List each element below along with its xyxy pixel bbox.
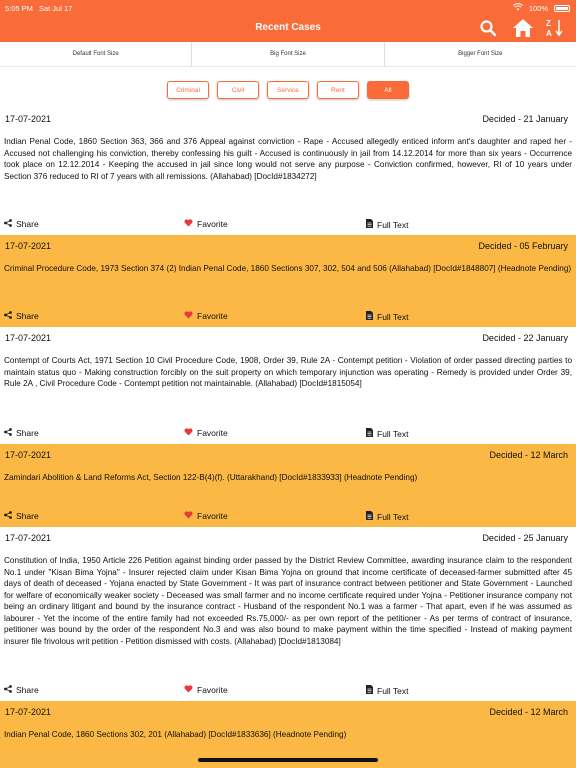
battery-percent: 100% [528,3,548,13]
svg-text:A: A [546,29,552,38]
case-actions [0,215,576,235]
case-date: 17-07-2021 [5,114,52,124]
document-icon [366,219,373,230]
filter-service[interactable]: Service [267,81,309,99]
full-text-button[interactable] [366,311,409,322]
case-status: Decided - 12 March [489,707,568,717]
case-status: Decided - 25 January [482,533,568,543]
favorite-label: Favorite [197,311,228,321]
share-icon [4,428,12,438]
full-text-label: Full Text [377,311,409,322]
share-icon [4,219,12,229]
case-date: 17-07-2021 [5,333,52,343]
favorite-button[interactable] [184,685,228,695]
home-icon[interactable] [512,18,534,38]
share-label: Share [16,511,39,521]
full-text-button[interactable] [366,511,409,522]
favorite-label: Favorite [197,511,228,521]
status-bar-right [513,2,570,14]
case-date: 17-07-2021 [5,707,52,717]
case-status: Decided - 05 February [478,241,568,251]
heart-icon [184,685,193,695]
case-headnote: Criminal Procedure Code, 1973 Section 374 (2) Indian Penal Code, 1860 Sections 307, 302, 504 and 506 (Allahabad) [DocId#1848807] (Headnote Pending) [4,264,572,273]
case-headnote: Indian Penal Code, 1860 Section 363, 366 and 376 Appeal against conviction - Rape - Accused allegedly enticed inform ant's daughter and raped her - Accused not challenging his conviction, thereby confessing his guilt - Accused is continuously in jail from 14.12.2014 for more than six years - Occurrence took place on 12.12.2014 - Keeping the accused in jail since long would not serve any purpose - Conviction confirmed, however, RI of 10 years under Section 376 reduced to RI of 7 years with all remissions. (Allahabad) [DocId#1834272] [4,137,572,181]
case-status: Decided - 12 March [489,450,568,460]
share-button[interactable] [4,311,39,321]
filter-civil[interactable]: Civil [217,81,259,99]
page-title: Recent Cases [255,22,321,33]
wifi-icon [513,3,523,13]
filter-criminal[interactable]: Criminal [167,81,209,99]
case-actions [0,507,576,527]
favorite-button[interactable] [184,219,228,229]
favorite-label: Favorite [197,685,228,695]
case-date: 17-07-2021 [5,533,52,543]
font-option-big[interactable]: Big Font Size [192,42,384,66]
battery-icon [554,5,570,12]
full-text-label: Full Text [377,511,409,522]
search-icon[interactable] [478,18,498,38]
sort-az-icon[interactable] [546,18,564,38]
case-actions [0,424,576,444]
share-label: Share [16,219,39,229]
full-text-label: Full Text [377,428,409,439]
home-indicator [198,758,378,762]
status-time: 5:05 PM [5,3,33,13]
share-button[interactable] [4,219,39,229]
category-filters [0,81,576,99]
font-size-options [0,42,576,67]
font-option-bigger[interactable]: Bigger Font Size [458,51,503,57]
heart-icon [184,428,193,438]
case-headnote: Contempt of Courts Act, 1971 Section 10 Civil Procedure Code, 1908, Order 39, Rule 2A - Contempt petition - Violation of order passed directing parties to maintain status quo - Making construction forcibly on the suit property on which temporary injunction was operating - Remedy is provided under Order 39, Rule 2A , Civil Procedure Code - Contempt petition not maintainable. (Allahabad) [DocId#1815054] [4,356,572,388]
svg-text:Z: Z [546,19,551,28]
favorite-button[interactable] [184,311,228,321]
case-actions [0,307,576,327]
case-card[interactable] [0,235,576,327]
document-icon [366,428,373,439]
full-text-button[interactable] [366,219,409,230]
share-icon [4,685,12,695]
favorite-button[interactable] [184,428,228,438]
share-label: Share [16,685,39,695]
case-headnote: Zamindari Abolition & Land Reforms Act, Section 122-B(4)(f). (Uttarakhand) [DocId#1833933] (Headnote Pending) [4,473,418,482]
filter-rent[interactable]: Rent [317,81,359,99]
heart-icon [184,219,193,229]
case-card[interactable] [0,108,576,235]
top-bar [0,0,576,42]
case-status: Decided - 22 January [482,333,568,343]
share-label: Share [16,428,39,438]
case-status: Decided - 21 January [482,114,568,124]
case-headnote: Constitution of India, 1950 Article 226 Petition against binding order passed by the District Review Committee, awarding insurance claim to the respondent No.1 under "Kisan Bima Yojna" - Insurer rejected claim under Kisan Bima Yojna on ground that income certificate of deceased-farmer submitted after 45 days of death of deceased - Yojana enacted by State Government - It was part of insurance contract between petitioner and State Government - Launched for welfare of economically weaker society - Deceased was small farmer and no income certificate required under Yojna - Petitioner insurance company not being an ordinary litigant and bound by the insurance contract - Husband of the respondent No.1 was a farmer - That apart, even if he was assumed as labourer - Yet the income of the entire family had not exceeded Rs.75,000/- as per own report of the petitioner - As per terms of contract of insurance, petitioner was bound by the order of the respondent No.3 and was also bound to make payment within the time specified - Instead of making payment insurer file frivolous writ petition - Petition dismissed with costs. (Allahabad) [DocId#1813084] [4,556,572,646]
share-button[interactable] [4,511,39,521]
share-button[interactable] [4,685,39,695]
full-text-label: Full Text [377,685,409,696]
status-date: Sat Jul 17 [38,3,73,13]
case-card[interactable] [0,327,576,444]
document-icon [366,311,373,322]
case-headnote: Indian Penal Code, 1860 Sections 302, 201 (Allahabad) [DocId#1833636] (Headnote Pending) [4,730,347,739]
share-icon [4,511,12,521]
font-option-default[interactable]: Default Font Size [0,42,192,66]
case-card[interactable] [0,444,576,527]
heart-icon [184,311,193,321]
filter-all[interactable]: All [367,81,409,99]
full-text-button[interactable] [366,428,409,439]
case-date: 17-07-2021 [5,241,52,251]
document-icon [366,511,373,522]
document-icon [366,685,373,696]
status-bar-left [5,2,72,14]
full-text-button[interactable] [366,685,409,696]
share-label: Share [16,311,39,321]
favorite-button[interactable] [184,511,228,521]
case-actions [0,681,576,701]
case-date: 17-07-2021 [5,450,52,460]
share-button[interactable] [4,428,39,438]
heart-icon [184,511,193,521]
favorite-label: Favorite [197,428,228,438]
favorite-label: Favorite [197,219,228,229]
full-text-label: Full Text [377,219,409,230]
share-icon [4,311,12,321]
case-card[interactable] [0,527,576,701]
